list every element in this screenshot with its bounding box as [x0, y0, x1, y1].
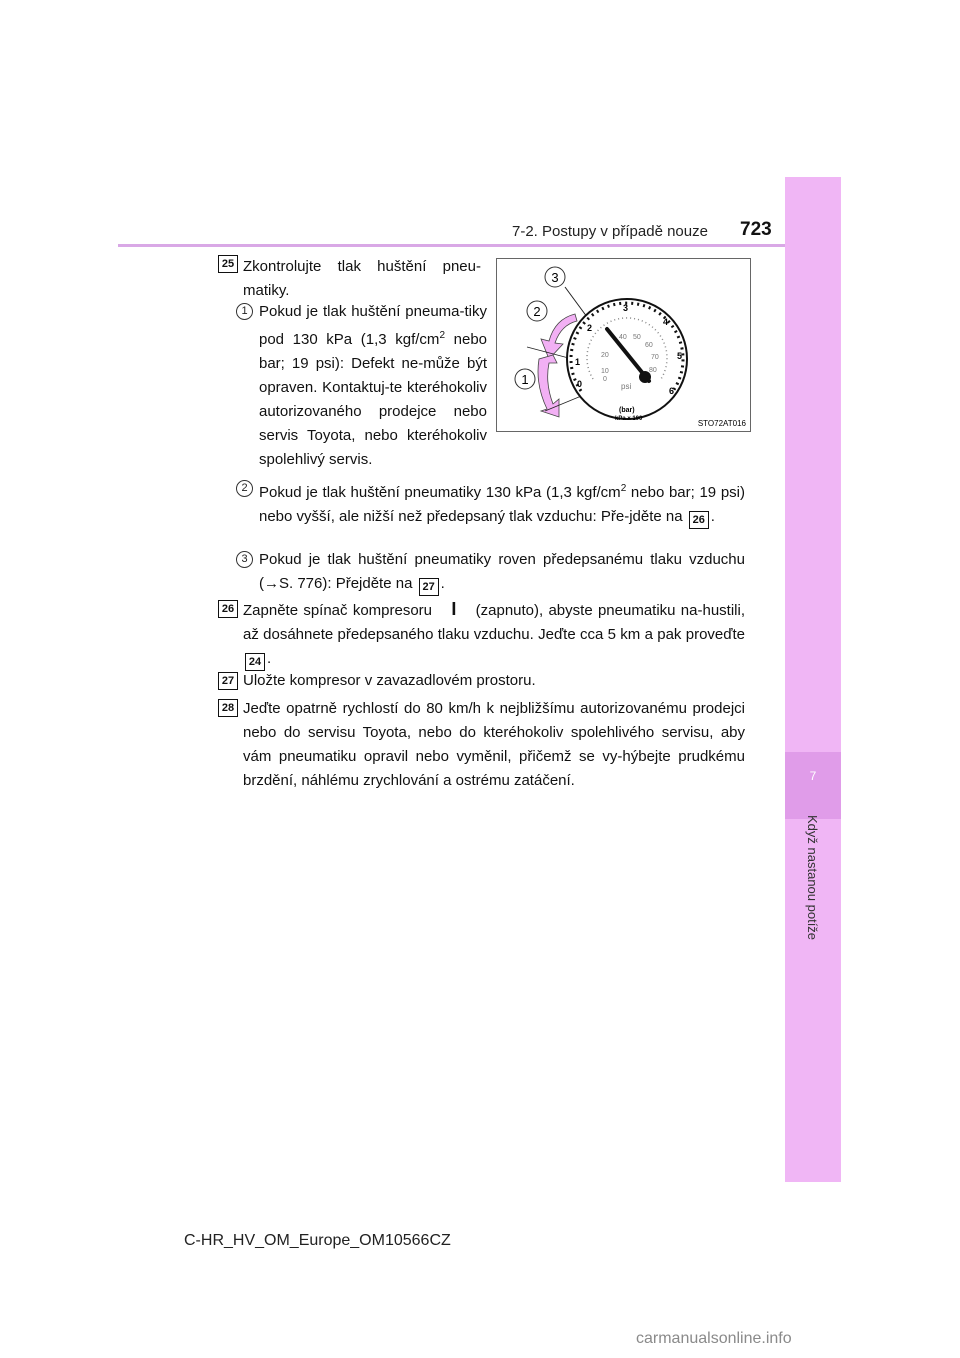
header-rule — [118, 244, 785, 247]
svg-text:(bar): (bar) — [619, 407, 635, 414]
svg-text:6: 6 — [669, 386, 675, 396]
pressure-gauge-figure — [496, 258, 751, 432]
superscript: 2 — [439, 330, 445, 341]
svg-text:20: 20 — [601, 352, 609, 359]
chapter-side-tab — [785, 177, 841, 1182]
section-title: 7-2. Postupy v případě nouze — [512, 223, 708, 240]
power-on-symbol: I — [451, 599, 457, 619]
substep-1-text: Pokud je tlak huštění pneuma-tiky pod 130 kPa (1,3 kgf/$cm^2$ nebo bar; 19 psi): Defekt ne-může být opraven. Kontaktuj-te kteréhokoliv autorizovaného prodejce nebo servis Toyota, nebo kteréhokoliv spolehlivý servis. — [259, 303, 488, 468]
pressure-gauge-illustration — [497, 259, 750, 431]
step-26-text: Zapněte spínač kompresoru I (zapnuto), abyste pneumatiku na-hustili, až dosáhnete předepsaného tlaku vzduchu. Jeďte cca 5 km a pak proveďte 24 . — [243, 597, 745, 671]
step-badge-25: 25 — [218, 255, 238, 273]
chapter-label: Když nastanou potíže — [805, 815, 820, 941]
substep-3-text: Pokud je tlak huštění pneumatiky roven předepsanému tlaku vzduchu (→S. 776): Přejděte na 27 . — [259, 548, 745, 596]
callout-2-label: 2 — [533, 304, 541, 319]
callout-3-label: 3 — [551, 270, 559, 285]
chapter-number: 7 — [809, 769, 817, 783]
step-28-text: Jeďte opatrně rychlostí do 80 km/h k nejbližšímu autorizovanému prodejci nebo do servisu Toyota, nebo do kteréhokoliv spolehlivého servisu, aby vám pneumatiku opravil nebo vyměnil, přičemž se vy-hýbejte prudkému brzdění, náhlému zrychlování a ostrému zatáčení. — [243, 700, 745, 789]
substep-badge-1: 1 — [236, 303, 253, 320]
step-badge-27: 27 — [218, 672, 238, 690]
document-id: C-HR_HV_OM_Europe_OM10566CZ — [184, 1232, 451, 1249]
step-25-text: Zkontrolujte tlak huštění pneu-matiky. — [243, 258, 481, 299]
svg-text:10: 10 — [601, 368, 609, 375]
substep-badge-3: 3 — [236, 551, 253, 568]
chapter-number-box — [785, 752, 841, 819]
svg-text:70: 70 — [651, 354, 659, 361]
svg-text:80: 80 — [649, 367, 657, 374]
svg-text:psi: psi — [621, 382, 632, 391]
page-number: 723 — [740, 219, 772, 240]
svg-text:50: 50 — [633, 334, 641, 341]
step-ref-24: 24 — [245, 653, 265, 671]
svg-text:kPa x 100: kPa x 100 — [615, 416, 643, 422]
svg-text:5: 5 — [677, 351, 683, 361]
substep-badge-2: 2 — [236, 480, 253, 497]
svg-text:0: 0 — [603, 376, 607, 383]
step-ref-26: 26 — [689, 511, 709, 529]
svg-text:0: 0 — [577, 379, 583, 389]
step-ref-27: 27 — [419, 578, 439, 596]
svg-text:1: 1 — [575, 357, 581, 367]
figure-code: STO72AT016 — [697, 419, 746, 428]
svg-text:40: 40 — [619, 334, 627, 341]
svg-text:3: 3 — [623, 303, 629, 313]
arrow-1 — [538, 355, 559, 417]
svg-text:60: 60 — [645, 342, 653, 349]
step-badge-28: 28 — [218, 699, 238, 717]
step-27-text: Uložte kompresor v zavazadlovém prostoru. — [243, 672, 536, 689]
svg-text:4: 4 — [663, 317, 669, 327]
watermark: carmanualsonline.info — [636, 1330, 792, 1347]
svg-text:2: 2 — [587, 323, 593, 333]
substep-2-text: Pokud je tlak huštění pneumatiky 130 kPa (1,3 kgf/$cm^2$ nebo bar; 19 psi) nebo vyšší, ale nižší než předepsaný tlak vzduchu: Pře-jděte na 26 . — [259, 477, 745, 529]
step-badge-26: 26 — [218, 600, 238, 618]
callout-1-label: 1 — [521, 372, 529, 387]
